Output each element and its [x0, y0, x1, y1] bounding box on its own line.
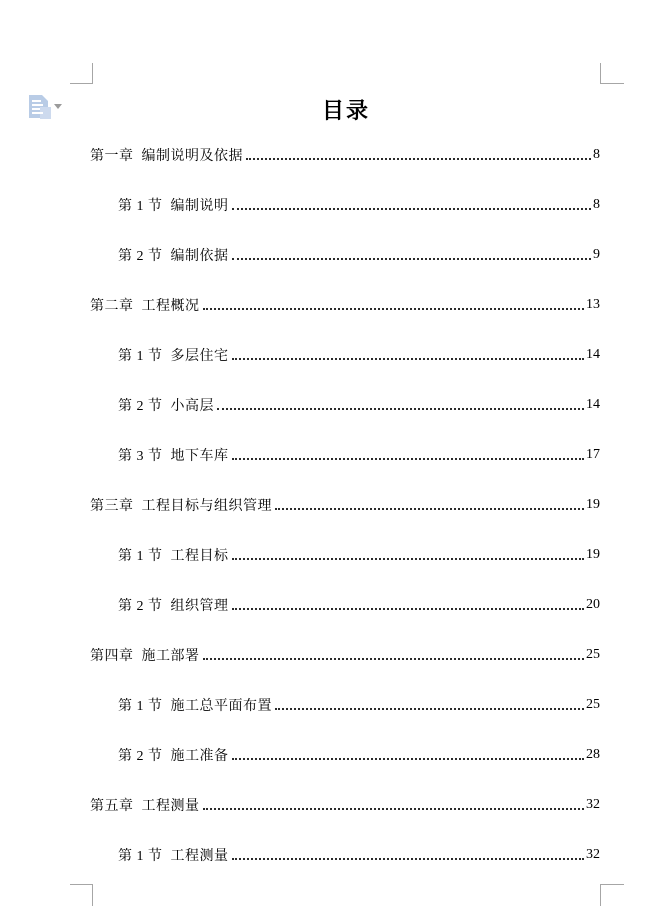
toc-dot-leader — [246, 158, 591, 160]
toc-row[interactable] — [90, 530, 600, 580]
toc-entry-label[interactable]: 第二章 工程概况 — [90, 299, 200, 314]
toc-page-number[interactable]: 9 — [593, 247, 600, 262]
toc-page-number[interactable]: 14 — [586, 397, 600, 412]
toc-entry-label[interactable]: 第 1 节 多层住宅 — [118, 349, 229, 364]
toc-dot-leader — [232, 608, 585, 610]
page-title: 目录 — [321, 98, 370, 123]
toc-dot-leader — [203, 658, 585, 660]
toc-entry-label[interactable]: 第三章 工程目标与组织管理 — [90, 499, 272, 514]
toc-page-number[interactable]: 20 — [586, 597, 600, 612]
page-corner-mark-top-right — [600, 63, 624, 84]
toc-page-number[interactable]: 32 — [586, 847, 600, 862]
toc-dot-leader — [232, 558, 585, 560]
toc-dot-leader — [232, 258, 592, 260]
toc-row[interactable] — [90, 830, 600, 880]
toc-entry-label[interactable]: 第 1 节 施工总平面布置 — [118, 699, 272, 714]
toc-row[interactable] — [90, 580, 600, 630]
toc-entry-label[interactable]: 第 1 节 编制说明 — [118, 199, 229, 214]
toc-dot-leader — [232, 358, 585, 360]
toc-entry-label[interactable]: 第一章 编制说明及依据 — [90, 149, 243, 164]
toc-dot-leader — [203, 808, 585, 810]
toc-page-number[interactable]: 25 — [586, 697, 600, 712]
toc-dot-leader — [232, 458, 585, 460]
toc-dot-leader — [232, 858, 585, 860]
toc-entry-label[interactable]: 第 2 节 小高层 — [118, 399, 214, 414]
toc-page-number[interactable]: 17 — [586, 447, 600, 462]
toc-entry-label[interactable]: 第 2 节 施工准备 — [118, 749, 229, 764]
toc-page-number[interactable]: 13 — [586, 297, 600, 312]
toc-entry-label[interactable]: 第五章 工程测量 — [90, 799, 200, 814]
toc-row[interactable] — [90, 680, 600, 730]
toc-entry-label[interactable]: 第 3 节 地下车库 — [118, 449, 229, 464]
toc-row[interactable] — [90, 230, 600, 280]
toc-row[interactable] — [90, 430, 600, 480]
toc-row[interactable] — [90, 180, 600, 230]
toc-entry-label[interactable]: 第 1 节 工程测量 — [118, 849, 229, 864]
toc-entry-label[interactable]: 第 2 节 组织管理 — [118, 599, 229, 614]
toc-row[interactable] — [90, 730, 600, 780]
toc-dot-leader — [275, 708, 584, 710]
toc-page-number[interactable]: 8 — [593, 197, 600, 212]
toc-row[interactable] — [90, 480, 600, 530]
toc-dot-leader — [217, 408, 584, 410]
content-options-button[interactable] — [29, 95, 63, 119]
toc-page-number[interactable]: 8 — [593, 147, 600, 162]
toc-entry-label[interactable]: 第四章 施工部署 — [90, 649, 200, 664]
toc-row[interactable] — [90, 630, 600, 680]
page-corner-mark-bottom-right — [600, 884, 624, 906]
toc-dot-leader — [232, 208, 592, 210]
toc-page-number[interactable]: 32 — [586, 797, 600, 812]
toc-row[interactable] — [90, 380, 600, 430]
document-icon — [29, 95, 48, 118]
chevron-down-icon[interactable] — [54, 104, 62, 109]
toc-list — [90, 130, 600, 880]
toc-page-number[interactable]: 25 — [586, 647, 600, 662]
toc-dot-leader — [232, 758, 585, 760]
toc-page-number[interactable]: 28 — [586, 747, 600, 762]
toc-row[interactable] — [90, 780, 600, 830]
toc-page-number[interactable]: 19 — [586, 497, 600, 512]
toc-dot-leader — [203, 308, 585, 310]
page-corner-mark-top-left — [70, 63, 93, 84]
toc-row[interactable] — [90, 280, 600, 330]
toc-page-number[interactable]: 14 — [586, 347, 600, 362]
toc-page-number[interactable]: 19 — [586, 547, 600, 562]
toc-dot-leader — [275, 508, 584, 510]
toc-row[interactable] — [90, 130, 600, 180]
toc-entry-label[interactable]: 第 1 节 工程目标 — [118, 549, 229, 564]
toc-row[interactable] — [90, 330, 600, 380]
page-corner-mark-bottom-left — [70, 884, 93, 906]
toc-entry-label[interactable]: 第 2 节 编制依据 — [118, 249, 229, 264]
